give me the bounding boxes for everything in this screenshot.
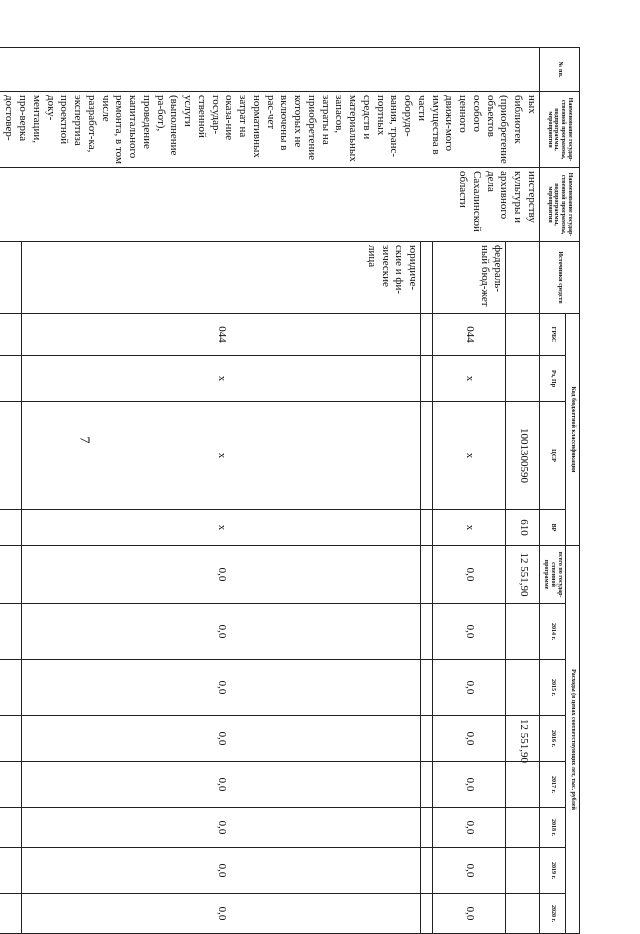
cell-total: 12 551,90: [506, 546, 540, 604]
cell-source: [506, 242, 540, 314]
cell-2020: [421, 894, 433, 934]
cell-2018: [506, 808, 540, 848]
header-grbs: ГРБС: [540, 314, 566, 356]
cell-2017: [506, 762, 540, 808]
header-2018: 2018 г.: [540, 808, 566, 848]
cell-2015: [421, 660, 433, 716]
table-row: [506, 48, 540, 934]
cell-2019: [0, 848, 21, 894]
header-executor: Наименование государ-ственной программы, подпрограммы, мероприятия: [540, 168, 580, 242]
cell-2015: 0,0: [433, 660, 506, 716]
cell-2014: 0,0: [433, 604, 506, 660]
cell-2019: 0,0: [21, 848, 420, 894]
header-2014: 2014 г.: [540, 604, 566, 660]
header-total: всего по государ-ственной программе: [540, 546, 566, 604]
cell-csr: х: [433, 402, 506, 510]
rotated-page: [3, 47, 580, 923]
cell-num: [0, 48, 540, 92]
header-2015: 2015 г.: [540, 660, 566, 716]
header-csr: ЦСР: [540, 402, 566, 510]
cell-grbs: 044: [433, 314, 506, 356]
cell-total: [0, 546, 21, 604]
cell-grbs: [506, 314, 540, 356]
page-number: 7: [76, 436, 92, 444]
cell-csr: 1001300590: [506, 402, 540, 510]
cell-vr: 610: [506, 510, 540, 546]
cell-2019: [421, 848, 433, 894]
header-num: № пп.: [540, 48, 580, 92]
executor-cell: инстерству культуры и архивного дела Сахалинской области: [0, 168, 540, 242]
cell-total: 0,0: [433, 546, 506, 604]
measure-description: ных библиотек (приобретение объектов особого ценного движи-мого имущества в части оборудо-вания, транс-портных средств и материальных запасов, затраты на приобретение которых не включены в рас-чет нормативных затрат на оказа-ние государ-ственной услуги (выполнение ра-бот), проведение капитального ремонта, в том числе разработ-ка, экспертиза проектной доку-ментации, про-верка достовер-: [0, 92, 540, 168]
cell-2020: 0,0: [433, 894, 506, 934]
cell-source: [421, 242, 433, 314]
cell-2020: 0,0: [21, 894, 420, 934]
cell-2020: [506, 894, 540, 934]
cell-2018: [0, 808, 21, 848]
cell-source: юридиче-ские и фи-зические лица: [21, 242, 420, 314]
cell-2014: [506, 604, 540, 660]
cell-2015: [506, 660, 540, 716]
cell-grbs: [421, 314, 433, 356]
cell-total: 0,0: [21, 546, 420, 604]
header-expenses-group: Расходы (в ценах соответствующих лет, тыс. рублей: [566, 546, 580, 934]
cell-2017: 0,0: [21, 762, 420, 808]
cell-2017: [421, 762, 433, 808]
cell-2017: 0,0: [433, 762, 506, 808]
budget-table: [0, 47, 580, 934]
cell-grbs: 044: [21, 314, 420, 356]
cell-2016: [421, 716, 433, 762]
cell-2018: 0,0: [21, 808, 420, 848]
cell-rzpr: х: [21, 356, 420, 402]
cell-2016: 0,0: [21, 716, 420, 762]
cell-source: [0, 242, 21, 314]
cell-2018: [421, 808, 433, 848]
header-source: Источники средств: [540, 242, 580, 314]
cell-source: федераль-ный бюд-жет: [433, 242, 506, 314]
cell-2016: [0, 716, 21, 762]
cell-vr: х: [433, 510, 506, 546]
header-2017: 2017 г.: [540, 762, 566, 808]
cell-2019: 0,0: [433, 848, 506, 894]
cell-2016: 0,0: [433, 716, 506, 762]
cell-vr: х: [21, 510, 420, 546]
cell-rzpr: х: [433, 356, 506, 402]
header-vr: ВР: [540, 510, 566, 546]
cell-2017: [0, 762, 21, 808]
header-code-group: Код бюджетной классификации: [566, 314, 580, 546]
cell-rzpr: [0, 356, 21, 402]
cell-2016: 12 551,90: [506, 716, 540, 762]
header-2019: 2019 г.: [540, 848, 566, 894]
header-2020: 2020 г.: [540, 894, 566, 934]
cell-2015: [0, 660, 21, 716]
cell-2014: [421, 604, 433, 660]
cell-csr: [421, 402, 433, 510]
cell-csr: х: [21, 402, 420, 510]
cell-rzpr: [506, 356, 540, 402]
cell-grbs: [0, 314, 21, 356]
cell-vr: [421, 510, 433, 546]
header-2016: 2016 г.: [540, 716, 566, 762]
cell-csr: [0, 402, 21, 510]
cell-2020: [0, 894, 21, 934]
cell-2015: 0,0: [21, 660, 420, 716]
cell-2018: 0,0: [433, 808, 506, 848]
cell-vr: [0, 510, 21, 546]
cell-2014: [0, 604, 21, 660]
cell-2019: [506, 848, 540, 894]
cell-total: [421, 546, 433, 604]
cell-2014: 0,0: [21, 604, 420, 660]
header-rzpr: Рз, Пр: [540, 356, 566, 402]
cell-rzpr: [421, 356, 433, 402]
header-name: Наименование государ-ственной программы, подпрограммы, мероприятия: [540, 92, 580, 168]
